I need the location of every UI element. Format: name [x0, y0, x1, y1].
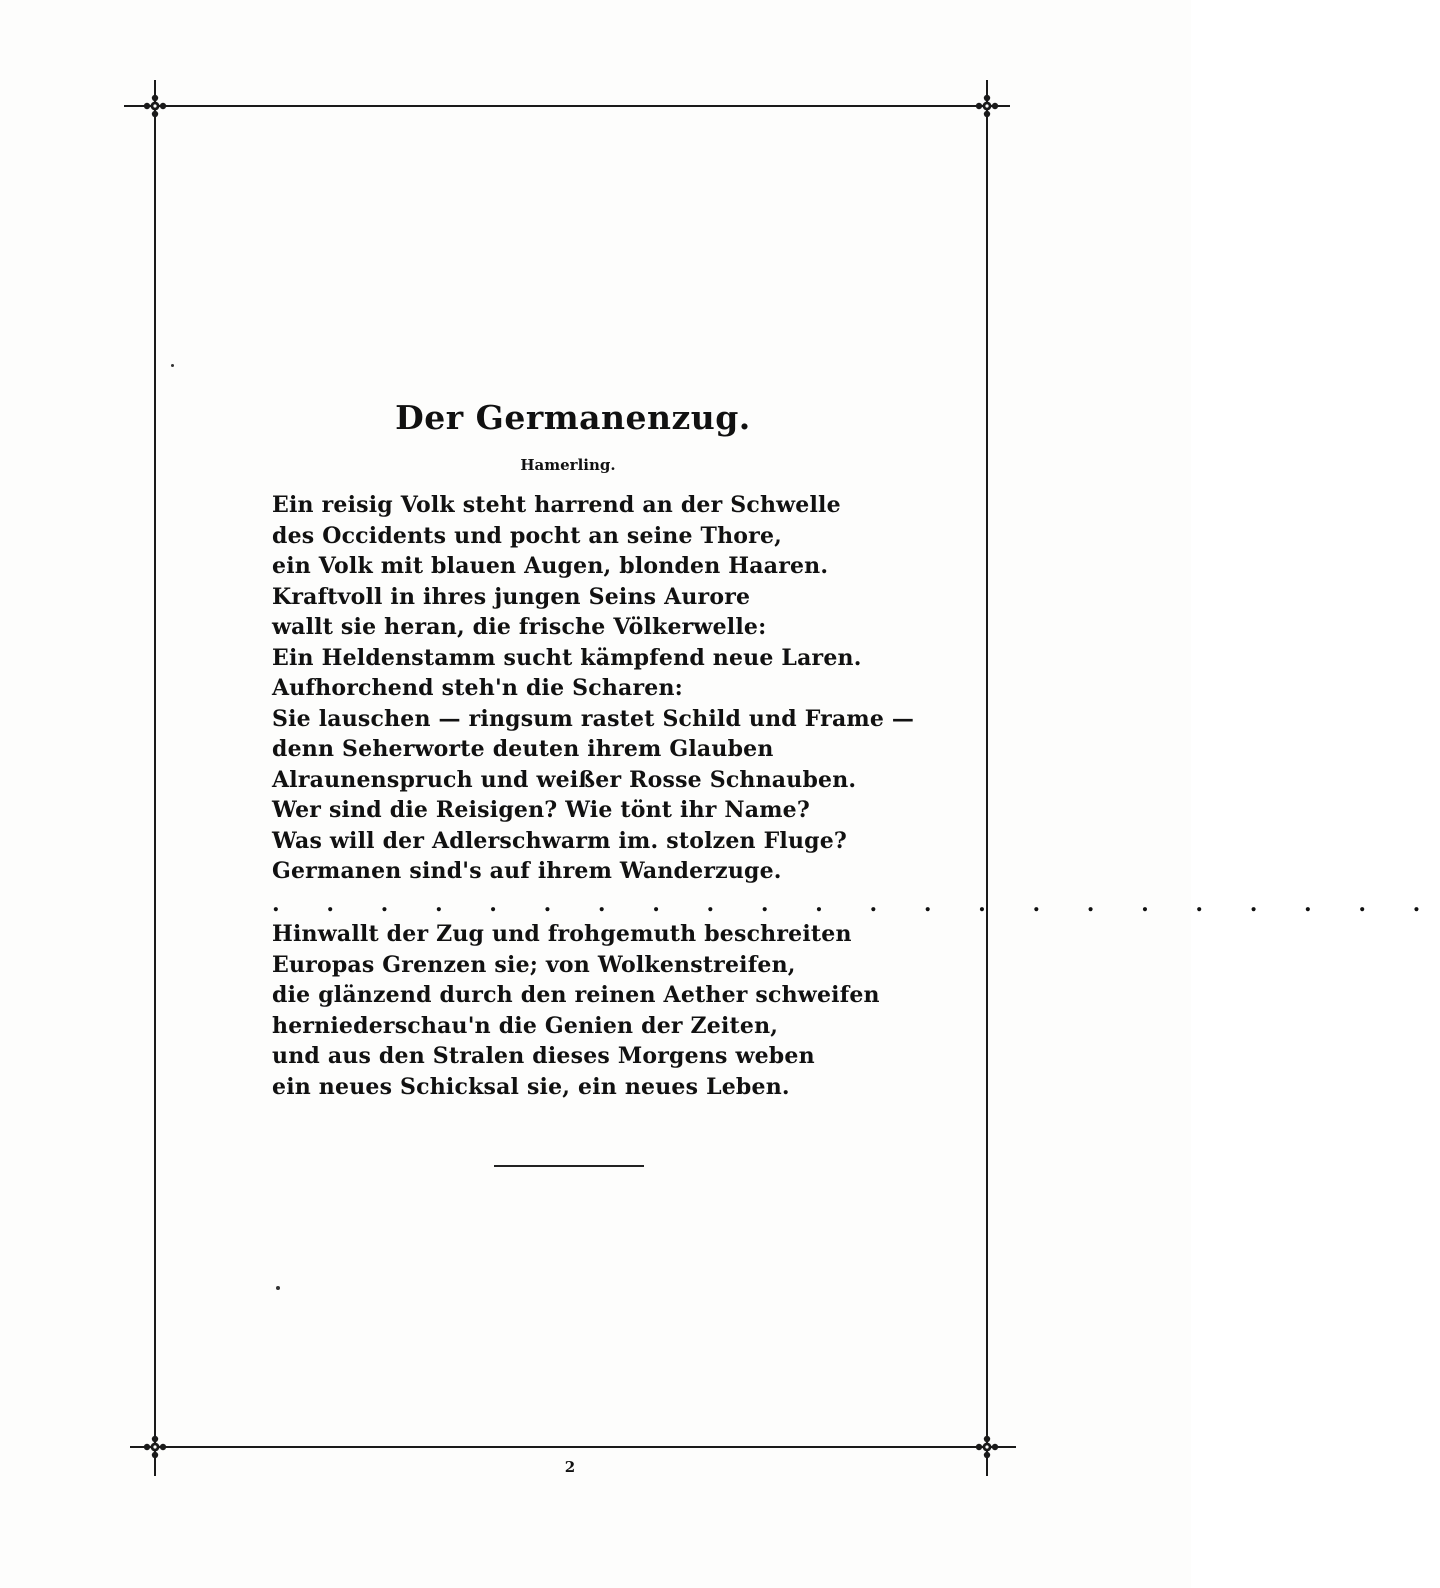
- verse-line: ein Volk mit blauen Augen, blonden Haaren.: [272, 553, 829, 579]
- floral-ornament-icon: [974, 1434, 1000, 1460]
- verse-line: Alraunenspruch und weißer Rosse Schnauben.: [272, 766, 857, 793]
- verse-line: des Occidents und pocht an seine Thore,: [272, 522, 783, 549]
- poem-title: Der Germanenzug.: [395, 398, 751, 437]
- print-speck: [171, 364, 174, 367]
- verse-line: Ein reisig Volk steht harrend an der Schwelle: [272, 492, 841, 518]
- verse-line: denn Seherworte deuten ihrem Glauben: [272, 736, 774, 762]
- verse-line: Ein Heldenstamm sucht kämpfend neue Laren.: [272, 644, 862, 671]
- floral-ornament-icon: [142, 93, 168, 119]
- verse-line: Aufhorchend steh'n die Scharen:: [272, 675, 683, 701]
- omission-dots: . . . . . . . . . . . . . . . . . . . . . .: [272, 891, 1440, 917]
- verse-line: Europas Grenzen sie; von Wolkenstreifen,: [272, 951, 796, 978]
- frame-left-rule: [154, 80, 156, 1476]
- stanza-1: [272, 490, 914, 887]
- verse-line: Kraftvoll in ihres jungen Seins Aurore: [272, 583, 751, 610]
- verse-line: Wer sind die Reisigen? Wie tönt ihr Name?: [272, 797, 810, 823]
- end-of-poem-rule: [494, 1165, 644, 1167]
- verse-line: Hinwallt der Zug und frohgemuth beschreiten: [272, 921, 852, 947]
- floral-ornament-icon: [142, 1434, 168, 1460]
- verse-line: wallt sie heran, die frische Völkerwelle:: [272, 614, 767, 640]
- verse-line: Was will der Adlerschwarm im. stolzen Fluge?: [272, 827, 848, 854]
- verse-line: Sie lauschen — ringsum rastet Schild und Frame —: [272, 705, 915, 732]
- frame-right-rule: [986, 80, 988, 1476]
- frame-bottom-rule: [130, 1446, 1016, 1448]
- verse-line: die glänzend durch den reinen Aether schweifen: [272, 982, 880, 1008]
- page-number: 2: [564, 1458, 576, 1476]
- print-speck: [276, 1286, 280, 1290]
- floral-ornament-icon: [974, 93, 1000, 119]
- verse-line: ein neues Schicksal sie, ein neues Leben.: [272, 1073, 790, 1100]
- stanza-2: [272, 919, 880, 1102]
- verse-line: Germanen sind's auf ihrem Wanderzuge.: [272, 858, 782, 884]
- poem-author: Hamerling.: [520, 456, 616, 474]
- verse-line: herniederschau'n die Genien der Zeiten,: [272, 1012, 779, 1039]
- verse-line: und aus den Stralen dieses Morgens weben: [272, 1043, 815, 1069]
- frame-top-rule: [124, 105, 1010, 107]
